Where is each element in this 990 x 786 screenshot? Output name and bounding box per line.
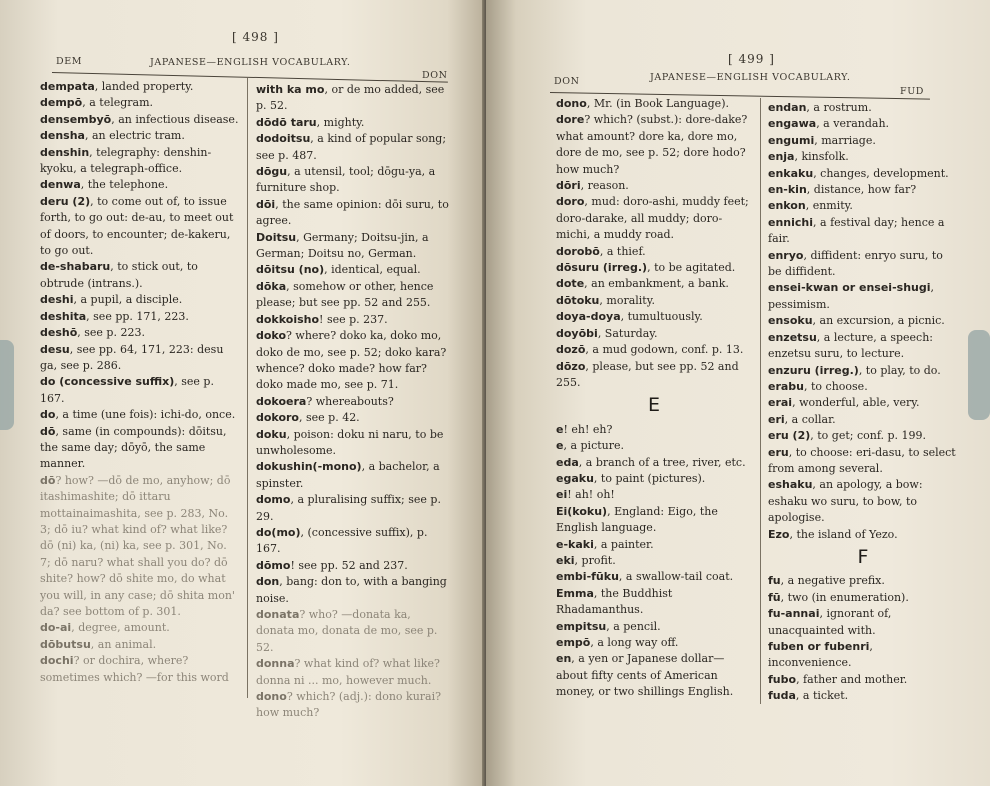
entry: deshita, see pp. 171, 223. bbox=[40, 309, 189, 323]
entry: dōdō taru, mighty. bbox=[256, 115, 365, 129]
entry: eru, to choose: eri-dasu, to select from among several. bbox=[768, 445, 956, 475]
entry: e, a picture. bbox=[556, 439, 625, 453]
running-head-left: DON bbox=[554, 76, 580, 87]
entry: deshō, see p. 223. bbox=[40, 326, 145, 340]
entry: dōgu, a utensil, tool; dōgu-ya, a furniture shop. bbox=[256, 165, 436, 195]
entry: ennichi, a festival day; hence a fair. bbox=[768, 215, 945, 246]
entry: ensoku, an excursion, a picnic. bbox=[768, 314, 945, 328]
entry: embi-fūku, a swallow-tail coat. bbox=[556, 570, 734, 584]
entry: ei! ah! oh! bbox=[556, 488, 615, 502]
entry: en, a yen or Japanese dollar—about fifty cents of American money, or two shillings English. bbox=[556, 652, 734, 699]
entry: dōmo! see pp. 52 and 237. bbox=[256, 558, 408, 572]
running-head-title: JAPANESE—ENGLISH VOCABULARY. bbox=[650, 72, 851, 83]
entry: dōitsu (no), identical, equal. bbox=[256, 263, 421, 277]
running-head-title: JAPANESE—ENGLISH VOCABULARY. bbox=[150, 57, 351, 68]
entry: ensei-kwan or ensei-shugi, pessimism. bbox=[768, 281, 934, 311]
entry: dempō, a telegram. bbox=[40, 96, 154, 110]
entry: eru (2), to get; conf. p. 199. bbox=[768, 429, 927, 443]
entry: dono, Mr. (in Book Language). bbox=[556, 97, 729, 110]
entry: dote, an embankment, a bank. bbox=[556, 277, 729, 291]
entry: desu, see pp. 64, 171, 223: desu ga, see p. 286. bbox=[40, 342, 224, 372]
entry: deshi, a pupil, a disciple. bbox=[40, 293, 183, 307]
section-letter-e: E bbox=[647, 394, 660, 417]
section-letter-f: F bbox=[857, 545, 869, 568]
entry: e-kaki, a painter. bbox=[556, 537, 654, 551]
entry: do (concessive suffix), see p. 167. bbox=[40, 375, 214, 405]
left-column-1 bbox=[40, 79, 240, 686]
entry: enkon, enmity. bbox=[768, 199, 853, 213]
entry: en-kin, distance, how far? bbox=[768, 183, 917, 197]
entry: domo, a pluralising suffix; see p. 29. bbox=[256, 493, 441, 523]
entry: doko? where? doko ka, doko mo, doko de mo, see p. 52; doko kara? whence? doko made? how far? doko made mo, see p. 71. bbox=[256, 329, 447, 392]
entry: deru (2), to come out of, to issue forth, to go out: de-au, to meet out of doors, to encounter; de-kakeru, to go out. bbox=[40, 194, 234, 258]
entry: dodoitsu, a kind of popular song; see p. 487. bbox=[256, 132, 447, 162]
left-page bbox=[0, 0, 486, 786]
entry: donata? who? —donata ka, donata mo, donata de mo, see p. 52. bbox=[256, 608, 438, 654]
entry: eda, a branch of a tree, river, etc. bbox=[556, 455, 746, 469]
column-divider bbox=[760, 98, 761, 704]
entry: dōri, reason. bbox=[556, 179, 629, 193]
right-page bbox=[486, 0, 990, 786]
entry: dōi, the same opinion: dōi suru, to agree. bbox=[256, 197, 449, 228]
entry: dore? which? (subst.): dore-dake? what amount? dore ka, dore mo, dore de mo, see p. 52; dore hodo? how much? bbox=[556, 113, 748, 176]
entry: erabu, to choose. bbox=[768, 379, 868, 393]
entry: fuda, a ticket. bbox=[768, 689, 849, 703]
entry: doya-doya, tumultuously. bbox=[556, 310, 703, 324]
entry: enja, kinsfolk. bbox=[768, 150, 849, 164]
entry: dokoro, see p. 42. bbox=[256, 411, 360, 425]
entry: do(mo), (concessive suffix), p. 167. bbox=[256, 525, 428, 556]
entry: do-ai, degree, amount. bbox=[40, 621, 170, 635]
entry: enzetsu, a lecture, a speech: enzetsu suru, to lecture. bbox=[768, 330, 934, 361]
entry: Ezo, the island of Yezo. bbox=[768, 527, 898, 541]
entry: fuben or fubenri, inconvenience. bbox=[768, 640, 873, 670]
entry: fū, two (in enumeration). bbox=[768, 590, 909, 604]
entry: fu-annai, ignorant of, unacquainted with. bbox=[768, 607, 892, 637]
entry: egaku, to paint (pictures). bbox=[556, 471, 706, 485]
entry: with ka mo, or de mo added, see p. 52. bbox=[256, 83, 445, 113]
entry: dōzo, please, but see pp. 52 and 255. bbox=[556, 359, 739, 389]
entry: densembyō, an infectious disease. bbox=[40, 112, 239, 126]
entry: enkaku, changes, development. bbox=[768, 166, 949, 180]
entry: engumi, marriage. bbox=[768, 133, 876, 147]
entry: dokkoisho! see p. 237. bbox=[256, 312, 388, 326]
entry: do, a time (une fois): ichi-do, once. bbox=[40, 408, 236, 422]
entry: endan, a rostrum. bbox=[768, 101, 872, 114]
entry: dorobō, a thief. bbox=[556, 244, 646, 258]
right-column-1 bbox=[556, 96, 752, 701]
entry: fu, a negative prefix. bbox=[768, 574, 885, 588]
entry: dozō, a mud godown, conf. p. 13. bbox=[556, 343, 744, 357]
entry: dōbutsu, an animal. bbox=[40, 637, 157, 651]
entry: de-shabaru, to stick out, to obtrude (intrans.). bbox=[40, 260, 198, 290]
entry: engawa, a verandah. bbox=[768, 117, 890, 131]
entry: dō? how? —dō de mo, anyhow; dō itashimashite; dō ittaru mottainaimashita, see p. 283, No. 3; dō iu? what kind of? what like? dō (ni) ka, (ni) ka, see p. 301, No. 7; dō naru? what shall you do? dō shite? how? dō shite mo, do what you will, in any case; dō shita mon' da? see bottom of p. 301. bbox=[40, 473, 235, 618]
entry: fubo, father and mother. bbox=[768, 672, 908, 686]
page-number: [ 499 ] bbox=[728, 52, 775, 66]
entry: doro, mud: doro-ashi, muddy feet; doro-darake, all muddy; doro-michi, a muddy road. bbox=[556, 195, 749, 242]
page-number: [ 498 ] bbox=[232, 30, 279, 44]
entry: dochi? or dochira, where? sometimes which? —for this word bbox=[40, 654, 229, 684]
entry: dokoera? whereabouts? bbox=[256, 394, 394, 408]
entry: dono? which? (adj.): dono kurai? how much? bbox=[256, 690, 442, 720]
left-column-2 bbox=[256, 82, 452, 722]
entry: Doitsu, Germany; Doitsu-jin, a German; Doitsu no, German. bbox=[256, 230, 429, 261]
entry: enzuru (irreg.), to play, to do. bbox=[768, 363, 941, 377]
thumb-index-tab bbox=[968, 330, 990, 420]
entry: denshin, telegraphy: denshin-kyoku, a telegraph-office. bbox=[40, 145, 212, 176]
column-divider bbox=[247, 78, 248, 698]
entry: erai, wonderful, able, very. bbox=[768, 396, 920, 410]
thumb-index-tab bbox=[0, 340, 14, 430]
entry: eshaku, an apology, a bow: eshaku wo suru, to bow, to apologise. bbox=[768, 478, 923, 525]
entry: dōka, somehow or other, hence please; but see pp. 52 and 255. bbox=[256, 279, 434, 310]
entry: denwa, the telephone. bbox=[40, 178, 169, 192]
entry: enryo, diffident: enryo suru, to be diffident. bbox=[768, 248, 943, 279]
running-head-right: DON bbox=[422, 70, 448, 81]
entry: e! eh! eh? bbox=[556, 422, 613, 436]
entry: empō, a long way off. bbox=[556, 636, 679, 649]
entry: dō, same (in compounds): dōitsu, the same day; dōyō, the same manner. bbox=[40, 424, 227, 471]
entry: eri, a collar. bbox=[768, 412, 836, 426]
entry: doku, poison: doku ni naru, to be unwholesome. bbox=[256, 427, 444, 457]
entry: don, bang: don to, with a banging noise. bbox=[256, 575, 447, 605]
entry: eki, profit. bbox=[556, 553, 616, 567]
entry: empitsu, a pencil. bbox=[556, 619, 661, 633]
running-head-right: FUD bbox=[900, 86, 925, 97]
entry: doyōbi, Saturday. bbox=[556, 326, 658, 340]
entry: dōsuru (irreg.), to be agitated. bbox=[556, 261, 736, 275]
entry: dōtoku, morality. bbox=[556, 293, 655, 307]
entry: dokushin(-mono), a bachelor, a spinster. bbox=[256, 460, 440, 490]
entry: Emma, the Buddhist Rhadamanthus. bbox=[556, 586, 673, 617]
entry: Ei(koku), England: Eigo, the English language. bbox=[556, 504, 718, 535]
right-column-2 bbox=[768, 100, 958, 705]
entry: dempata, landed property. bbox=[40, 80, 194, 93]
entry: donna? what kind of? what like? donna ni ... mo, however much. bbox=[256, 657, 440, 687]
running-head-left: DEM bbox=[56, 56, 83, 67]
entry: densha, an electric tram. bbox=[40, 129, 185, 143]
